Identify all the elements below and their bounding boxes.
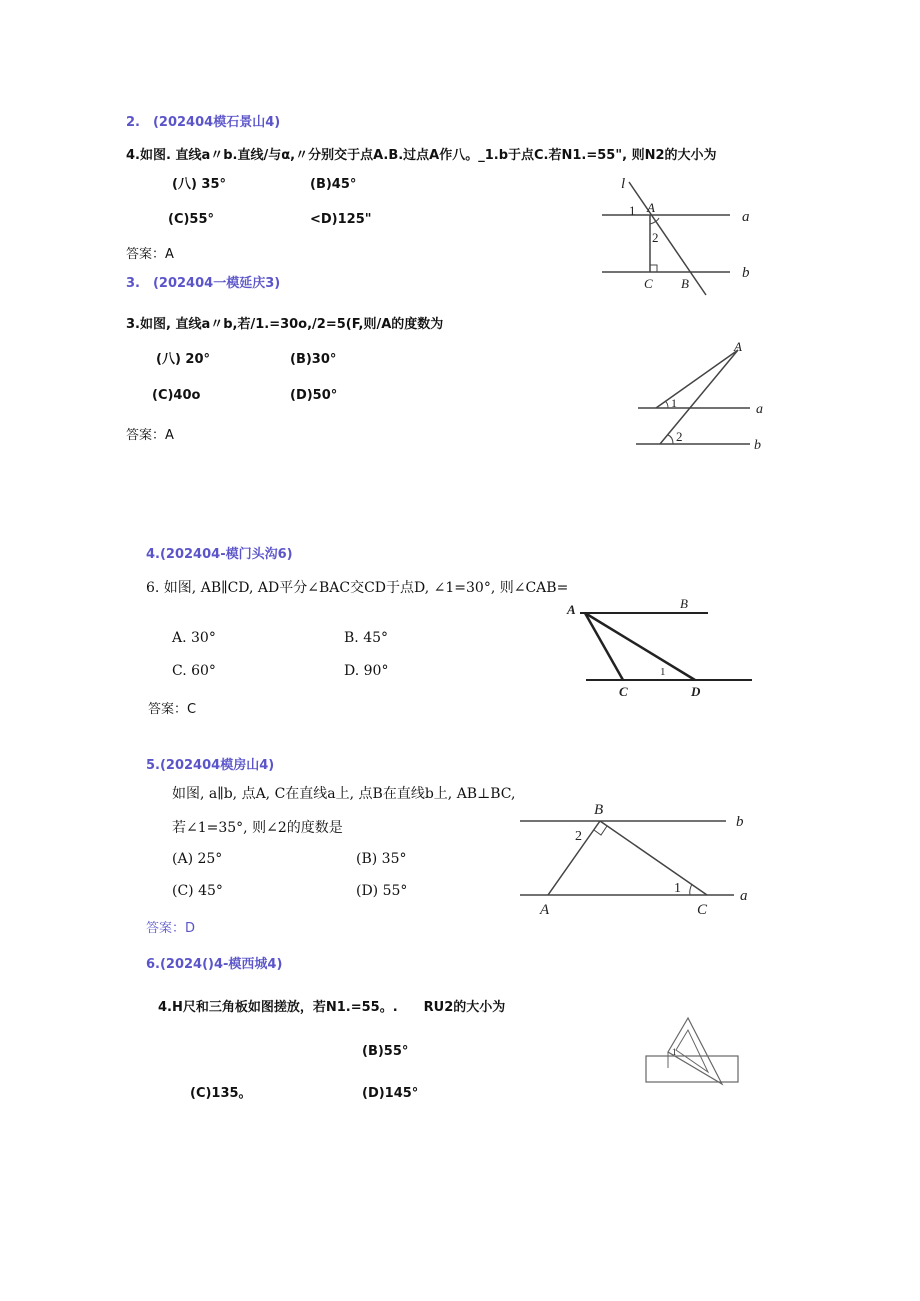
q2-label-a: a: [742, 209, 750, 225]
q5-answer: 答案：D: [146, 921, 196, 936]
q5-label-B: B: [594, 802, 604, 818]
q4-segment-ad: [585, 613, 695, 680]
q2-heading: 2. (202404模石景山4): [126, 115, 281, 130]
q5-figure: [514, 800, 760, 920]
q2-option-c: (C)55°: [168, 212, 215, 227]
q4-segment-ac: [585, 613, 623, 680]
q4-option-a: A. 30°: [172, 630, 216, 646]
q4-label-D: D: [691, 684, 701, 699]
q5-option-b: (B) 35°: [356, 851, 407, 867]
q3-label-b: b: [754, 438, 761, 453]
q2-stem: 4.如图. 直线a〃b.直线/与α,〃分别交于点A.B.过点A作八。_1.b于点C.若N1.=55", 则N2的大小为: [126, 148, 717, 163]
q3-option-c: (C)40o: [152, 388, 201, 403]
q2-label-b: b: [742, 265, 750, 281]
q4-option-d: D. 90°: [344, 663, 389, 679]
q4-label-C: C: [619, 684, 628, 699]
q3-answer: 答案：A: [126, 428, 174, 443]
q6-option-d: (D)145°: [362, 1086, 419, 1101]
q3-stem: 3.如图, 直线a〃b,若/1.=30o,/2=5(F,则/A的度数为: [126, 317, 444, 332]
q2-label-B: B: [681, 276, 689, 291]
q2-option-d: <D)125": [310, 212, 372, 227]
q5-option-d: (D) 55°: [356, 883, 408, 899]
q4-stem: 6. 如图, AB∥CD, AD平分∠BAC交CD于点D, ∠1=30°, 则∠CAB=: [146, 580, 569, 596]
q3-label-2: 2: [676, 429, 683, 444]
q2-figure: [596, 172, 766, 300]
q5-heading: 5.(202404模房山4): [146, 758, 275, 773]
q6-ruler: [646, 1056, 738, 1082]
q4-option-b: B. 45°: [344, 630, 389, 646]
q6-figure: [642, 1012, 742, 1086]
q5-segment-bc: [600, 821, 707, 895]
q5-label-1: 1: [674, 881, 681, 896]
q3-option-a: (八) 20°: [156, 352, 210, 367]
q5-stem-line-2: 若∠1=35°, 则∠2的度数是: [172, 820, 343, 836]
q6-heading: 6.(2024()4-模西城4): [146, 957, 283, 972]
q6-option-c: (C)135。: [190, 1086, 252, 1101]
q5-option-a: (A) 25°: [172, 851, 223, 867]
q4-answer: 答案：C: [148, 702, 197, 717]
q3-figure: [630, 340, 770, 452]
q6-label-1: 1: [672, 1047, 677, 1057]
q4-heading: 4.(202404-模门头沟6): [146, 547, 293, 562]
q5-label-A: A: [540, 902, 550, 918]
q6-stem: 4.H尺和三角板如图搓放，若N1.=55。. RU2的大小为: [158, 1000, 506, 1015]
q2-line-l: [629, 182, 706, 295]
q5-label-b: b: [736, 814, 744, 830]
q5-stem-line-1: 如图, a∥b, 点A, C在直线a上, 点B在直线b上, AB⊥BC,: [172, 786, 516, 802]
q2-label-A: A: [647, 200, 655, 215]
q5-segment-ab: [548, 821, 600, 895]
q3-label-a: a: [756, 402, 763, 417]
q2-label-1: 1: [629, 203, 636, 218]
q2-label-2: 2: [652, 230, 659, 245]
q5-label-2: 2: [575, 829, 582, 844]
q2-answer: 答案：A: [126, 247, 174, 262]
q3-label-A: A: [734, 339, 742, 354]
q5-label-C: C: [697, 902, 708, 918]
q2-option-a: (八) 35°: [172, 177, 226, 192]
q4-option-c: C. 60°: [172, 663, 216, 679]
q3-option-d: (D)50°: [290, 388, 338, 403]
q2-label-C: C: [644, 276, 653, 291]
q5-label-a: a: [740, 888, 748, 904]
q3-heading: 3. (202404一模延庆3): [126, 276, 281, 291]
q4-label-B: B: [680, 596, 688, 611]
q4-label-A: A: [567, 602, 576, 617]
q4-label-1: 1: [660, 666, 666, 678]
q4-figure: [560, 596, 760, 700]
q3-label-1: 1: [671, 396, 677, 410]
q2-label-l: l: [621, 176, 626, 192]
q5-option-c: (C) 45°: [172, 883, 223, 899]
q6-option-b: (B)55°: [362, 1044, 409, 1059]
q2-option-b: (B)45°: [310, 177, 357, 192]
q3-option-b: (B)30°: [290, 352, 337, 367]
